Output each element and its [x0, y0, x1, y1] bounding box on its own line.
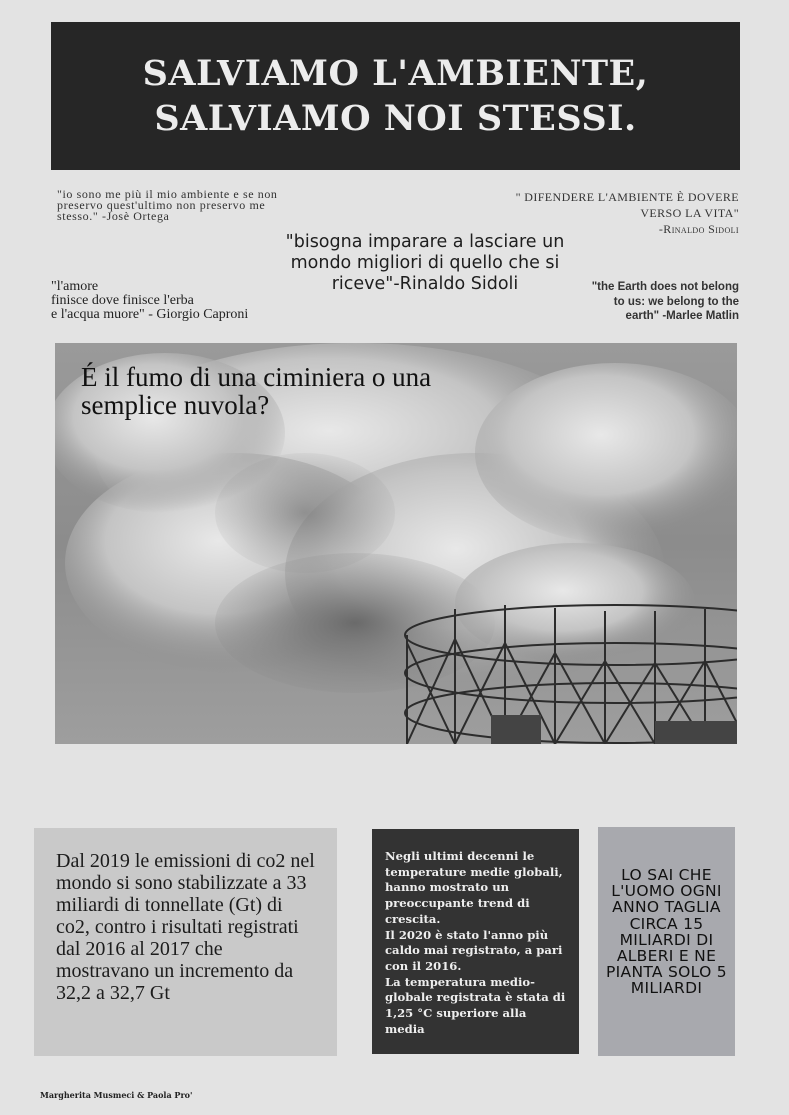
temperature-box: Negli ultimi decenni le temperature medie globali, hanno mostrato un preoccupante trend di crescita. Il 2020 è stato l'anno più caldo mai registrato, a pari con il 2016. La temperatura medio-globale registrata è stata di 1,25 °C superiore alla media — [372, 829, 579, 1054]
trees-box: LO SAI CHE L'UOMO OGNI ANNO TAGLIA CIRCA 15 MILIARDI DI ALBERI E NE PIANTA SOLO 5 MILIARDI — [598, 827, 735, 1056]
authors-credit: Margherita Musmeci & Paola Pro' — [40, 1090, 193, 1100]
photo-caption: É il fumo di una ciminiera o una semplice nuvola? — [81, 362, 432, 420]
quote-ortega: "io sono me più il mio ambiente e se non preservo quest'ultimo non preservo me stesso." -Josè Ortega — [57, 187, 278, 223]
quote-sidoli-small-line-3: -Rinaldo Sidoli — [658, 222, 739, 236]
quote-sidoli-big: "bisogna imparare a lasciare un mondo migliori di quello che si riceve"-Rinaldo Sidoli — [285, 232, 565, 294]
title-banner — [51, 22, 740, 170]
page-title — [143, 51, 649, 141]
quote-matlin: "the Earth does not belong to us: we belong to the earth" -Marlee Matlin — [591, 281, 739, 322]
emissions-box: Dal 2019 le emissioni di co2 nel mondo si sono stabilizzate a 33 miliardi di tonnellate (Gt) di co2, contro i risultati registrati dal 2016 al 2017 che mostravano un incremento da 32,2 a 32,7 Gt — [34, 828, 337, 1056]
title-line-2: SALVIAMO NOI STESSI. — [154, 98, 637, 139]
quote-caproni — [51, 280, 301, 322]
quote-sidoli-small — [515, 189, 739, 237]
title-line-1: SALVIAMO L'AMBIENTE, — [142, 53, 649, 94]
smokestack-photo — [55, 343, 737, 744]
quote-sidoli-small-line-1: " DIFENDERE L'AMBIENTE È DOVERE — [515, 190, 739, 204]
quote-caproni-line-2: finisce dove finisce l'erba — [51, 293, 194, 308]
quote-sidoli-small-line-2: VERSO LA VITA" — [640, 206, 739, 220]
quote-caproni-line-1: "l'amore — [51, 279, 99, 294]
quote-caproni-line-3: e l'acqua muore" - Giorgio Caproni — [51, 307, 249, 322]
